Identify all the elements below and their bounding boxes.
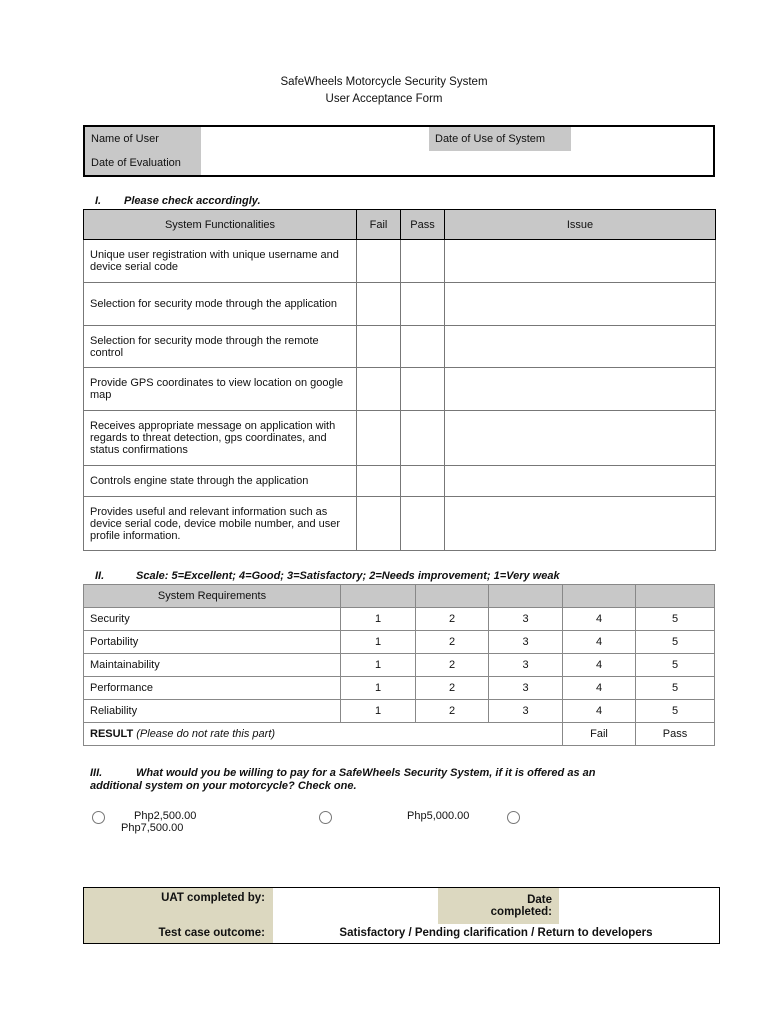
radio-option-2[interactable] xyxy=(319,811,332,824)
rating-3[interactable]: 3 xyxy=(489,654,563,677)
rating-1[interactable]: 1 xyxy=(341,654,416,677)
functionality-label: Receives appropriate message on application with regards to threat detection, gps coordinates, and status confirmations xyxy=(84,411,357,466)
result-label: RESULT xyxy=(90,728,134,740)
rating-2[interactable]: 2 xyxy=(416,631,489,654)
pass-cell[interactable] xyxy=(401,368,445,411)
requirements-table xyxy=(83,584,715,746)
table-row xyxy=(84,631,715,654)
rating-5[interactable]: 5 xyxy=(636,631,715,654)
table-row xyxy=(84,700,715,723)
fail-cell[interactable] xyxy=(357,240,401,283)
rating-4[interactable]: 4 xyxy=(563,631,636,654)
functionality-label: Selection for security mode through the remote control xyxy=(84,326,357,368)
rating-1[interactable]: 1 xyxy=(341,608,416,631)
date-of-evaluation-field[interactable] xyxy=(201,151,429,176)
test-case-outcome-label: Test case outcome: xyxy=(84,924,274,944)
rating-5[interactable]: 5 xyxy=(636,700,715,723)
rating-2[interactable]: 2 xyxy=(416,677,489,700)
date-completed-field[interactable] xyxy=(559,888,720,924)
rating-2[interactable]: 2 xyxy=(416,700,489,723)
functionality-label: Unique user registration with unique username and device serial code xyxy=(84,240,357,283)
scale-header-cell xyxy=(416,585,489,608)
date-of-use-field[interactable] xyxy=(571,126,714,151)
col-pass: Pass xyxy=(401,210,445,240)
pass-cell[interactable] xyxy=(401,466,445,497)
rating-5[interactable]: 5 xyxy=(636,654,715,677)
radio-option-1[interactable] xyxy=(92,811,105,824)
requirement-label: Reliability xyxy=(84,700,341,723)
price-option-2: Php5,000.00 xyxy=(407,810,470,822)
section1-number: I. xyxy=(95,195,102,207)
requirement-label: Performance xyxy=(84,677,341,700)
pass-cell[interactable] xyxy=(401,283,445,326)
fail-cell[interactable] xyxy=(357,368,401,411)
rating-4[interactable]: 4 xyxy=(563,608,636,631)
issue-cell[interactable] xyxy=(445,466,716,497)
table-row xyxy=(84,608,715,631)
rating-2[interactable]: 2 xyxy=(416,608,489,631)
radio-option-3[interactable] xyxy=(507,811,520,824)
table-row xyxy=(84,466,716,497)
table-row xyxy=(84,240,716,283)
rating-4[interactable]: 4 xyxy=(563,700,636,723)
name-of-user-label: Name of User xyxy=(84,126,201,151)
issue-cell[interactable] xyxy=(445,240,716,283)
table-row xyxy=(84,368,716,411)
rating-2[interactable]: 2 xyxy=(416,654,489,677)
issue-cell[interactable] xyxy=(445,497,716,551)
col-fail: Fail xyxy=(357,210,401,240)
uat-completed-by-label: UAT completed by: xyxy=(84,888,274,924)
uat-signoff-table xyxy=(83,887,720,944)
date-completed-label-cell xyxy=(438,888,559,924)
requirement-label: Maintainability xyxy=(84,654,341,677)
pass-cell[interactable] xyxy=(401,497,445,551)
result-row xyxy=(84,723,715,746)
form-subtitle: User Acceptance Form xyxy=(325,93,443,105)
price-option-1: Php2,500.00 xyxy=(134,810,197,822)
issue-cell[interactable] xyxy=(445,411,716,466)
table-row xyxy=(84,677,715,700)
col-system-functionalities: System Functionalities xyxy=(84,210,357,240)
pass-cell[interactable] xyxy=(401,240,445,283)
rating-4[interactable]: 4 xyxy=(563,677,636,700)
table-row xyxy=(84,326,716,368)
section3-question-line1: What would you be willing to pay for a SafeWheels Security System, if it is offered as an xyxy=(136,767,596,779)
rating-3[interactable]: 3 xyxy=(489,677,563,700)
requirement-label: Portability xyxy=(84,631,341,654)
date-completed-label-line1: Date xyxy=(527,893,552,906)
section2-number: II. xyxy=(95,570,105,582)
form-title: SafeWheels Motorcycle Security System xyxy=(280,76,488,88)
issue-cell[interactable] xyxy=(445,326,716,368)
section3-question-line2: additional system on your motorcycle? Check one. xyxy=(90,780,357,792)
result-fail: Fail xyxy=(563,723,636,746)
scale-header-cell xyxy=(489,585,563,608)
pass-cell[interactable] xyxy=(401,411,445,466)
pass-cell[interactable] xyxy=(401,326,445,368)
col-system-requirements: System Requirements xyxy=(84,585,341,608)
name-of-user-field[interactable] xyxy=(201,126,429,151)
rating-1[interactable]: 1 xyxy=(341,631,416,654)
table-row xyxy=(84,411,716,466)
date-of-use-label: Date of Use of System xyxy=(429,126,571,151)
functionality-label: Controls engine state through the application xyxy=(84,466,357,497)
rating-3[interactable]: 3 xyxy=(489,608,563,631)
functionality-label: Provide GPS coordinates to view location on google map xyxy=(84,368,357,411)
price-option-3: Php7,500.00 xyxy=(121,822,184,834)
scale-header-cell xyxy=(341,585,416,608)
date-completed-label-line2: completed: xyxy=(490,905,552,918)
table-row xyxy=(84,497,716,551)
requirement-label: Security xyxy=(84,608,341,631)
issue-cell[interactable] xyxy=(445,283,716,326)
section1-heading: Please check accordingly. xyxy=(124,195,261,207)
functionality-label: Selection for security mode through the application xyxy=(84,283,357,326)
rating-1[interactable]: 1 xyxy=(341,677,416,700)
fail-cell[interactable] xyxy=(357,283,401,326)
table-row xyxy=(84,283,716,326)
section3-number: III. xyxy=(90,767,103,779)
date-of-evaluation-label: Date of Evaluation xyxy=(84,151,201,176)
functionality-label: Provides useful and relevant information such as device serial code, device mobile number, and user profile information. xyxy=(84,497,357,551)
rating-3[interactable]: 3 xyxy=(489,631,563,654)
result-pass: Pass xyxy=(636,723,715,746)
scale-header-cell xyxy=(563,585,636,608)
issue-cell[interactable] xyxy=(445,368,716,411)
rating-5[interactable]: 5 xyxy=(636,677,715,700)
test-case-outcome-value[interactable]: Satisfactory / Pending clarification / Return to developers xyxy=(339,927,653,940)
result-label-cell xyxy=(84,723,563,746)
rating-4[interactable]: 4 xyxy=(563,654,636,677)
fail-cell[interactable] xyxy=(357,497,401,551)
result-note: (Please do not rate this part) xyxy=(136,728,276,740)
rating-3[interactable]: 3 xyxy=(489,700,563,723)
user-info-table xyxy=(83,125,715,177)
fail-cell[interactable] xyxy=(357,466,401,497)
fail-cell[interactable] xyxy=(357,326,401,368)
scale-header-cell xyxy=(636,585,715,608)
rating-5[interactable]: 5 xyxy=(636,608,715,631)
fail-cell[interactable] xyxy=(357,411,401,466)
section2-heading: Scale: 5=Excellent; 4=Good; 3=Satisfactory; 2=Needs improvement; 1=Very weak xyxy=(136,570,560,582)
functionalities-table xyxy=(83,209,716,551)
table-row xyxy=(84,654,715,677)
col-issue: Issue xyxy=(445,210,716,240)
rating-1[interactable]: 1 xyxy=(341,700,416,723)
uat-completed-by-field[interactable] xyxy=(273,888,438,924)
